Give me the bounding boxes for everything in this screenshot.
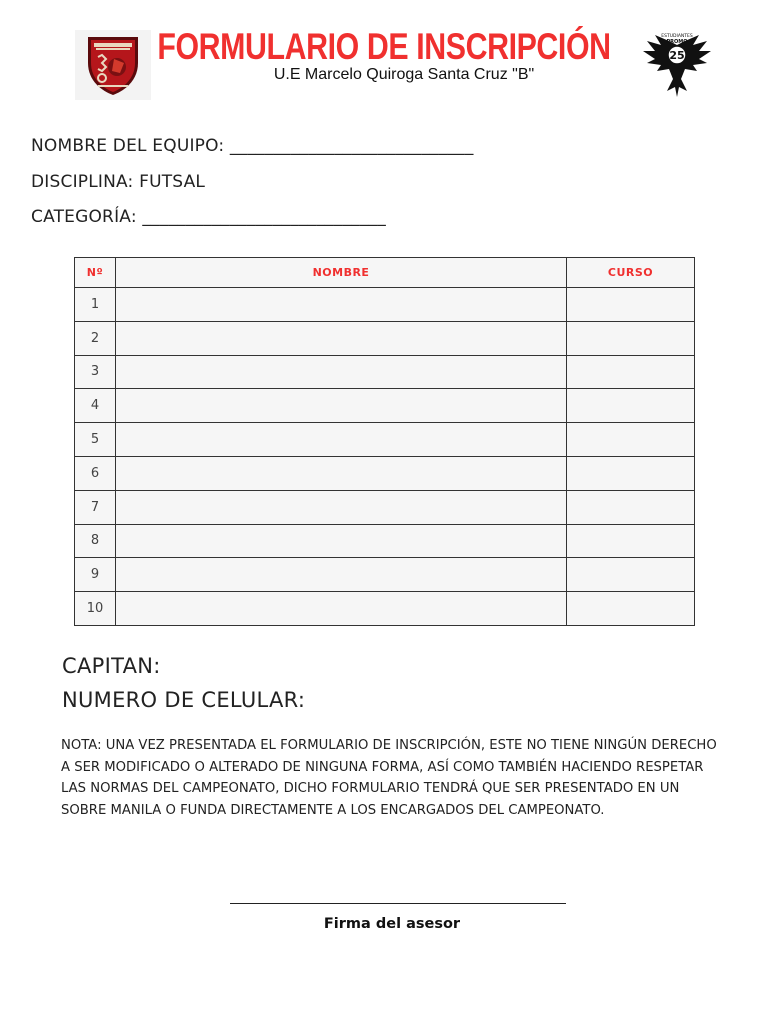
- phone-field: NUMERO DE CELULAR:: [62, 688, 306, 712]
- name-cell[interactable]: [116, 592, 567, 626]
- header-course: CURSO: [567, 258, 695, 288]
- team-name-field: NOMBRE DEL EQUIPO: ____________________________: [31, 136, 474, 156]
- name-cell[interactable]: [116, 423, 567, 457]
- promo-number-text: 25: [669, 49, 685, 62]
- course-cell[interactable]: [567, 288, 695, 322]
- table-row: [75, 288, 695, 322]
- course-cell[interactable]: [567, 456, 695, 490]
- header-number: Nº: [75, 258, 116, 288]
- row-number: 4: [75, 389, 116, 423]
- roster-table: [74, 257, 695, 626]
- table-row: [75, 524, 695, 558]
- row-number: 10: [75, 592, 116, 626]
- course-cell[interactable]: [567, 558, 695, 592]
- note-paragraph: NOTA: UNA VEZ PRESENTADA EL FORMULARIO DE INSCRIPCIÓN, ESTE NO TIENE NINGÚN DERECHO A SER MODIFICADO O ALTERADO DE NINGUNA FORMA, ASÍ COMO TAMBIÉN HACIENDO RESPETAR LAS NORMAS DEL CAMPEONATO, DICHO FORMULARIO TENDRÁ QUE SER PRESENTADO EN UN SOBRE MANILA O FUNDA DIRECTAMENTE A LOS ENCARGADOS DEL CAMPEONATO.: [61, 738, 717, 818]
- course-cell[interactable]: [567, 490, 695, 524]
- course-cell[interactable]: [567, 321, 695, 355]
- row-number: 3: [75, 355, 116, 389]
- row-number: 2: [75, 321, 116, 355]
- table-row: [75, 490, 695, 524]
- row-number: 8: [75, 524, 116, 558]
- header-name: NOMBRE: [116, 258, 567, 288]
- table-header-row: [75, 258, 695, 288]
- table-row: [75, 558, 695, 592]
- row-number: 5: [75, 423, 116, 457]
- row-number: 7: [75, 490, 116, 524]
- form-title: FORMULARIO DE INSCRIPCIÓN: [157, 26, 611, 67]
- signature-label: Firma del asesor: [323, 916, 461, 932]
- table-row: [75, 592, 695, 626]
- table-row: [75, 321, 695, 355]
- school-subtitle: U.E Marcelo Quiroga Santa Cruz "B": [273, 66, 535, 83]
- course-cell[interactable]: [567, 355, 695, 389]
- table-row: [75, 389, 695, 423]
- course-cell[interactable]: [567, 592, 695, 626]
- course-cell[interactable]: [567, 389, 695, 423]
- course-cell[interactable]: [567, 524, 695, 558]
- promo-label-text: PROMO: [666, 39, 688, 45]
- promo-top-text: ESTUDIANTES: [661, 34, 693, 39]
- row-number: 6: [75, 456, 116, 490]
- row-number: 9: [75, 558, 116, 592]
- name-cell[interactable]: [116, 456, 567, 490]
- name-cell[interactable]: [116, 558, 567, 592]
- row-number: 1: [75, 288, 116, 322]
- discipline-field: DISCIPLINA: FUTSAL: [31, 172, 206, 192]
- name-cell[interactable]: [116, 288, 567, 322]
- category-field: CATEGORÍA: ____________________________: [31, 207, 386, 227]
- name-cell[interactable]: [116, 490, 567, 524]
- name-cell[interactable]: [116, 524, 567, 558]
- eagle-promo-emblem-icon: [638, 30, 716, 102]
- table-row: [75, 355, 695, 389]
- captain-field: CAPITAN:: [62, 654, 161, 678]
- signature-line: [230, 903, 566, 904]
- course-cell[interactable]: [567, 423, 695, 457]
- table-row: [75, 423, 695, 457]
- name-cell[interactable]: [116, 321, 567, 355]
- name-cell[interactable]: [116, 389, 567, 423]
- name-cell[interactable]: [116, 355, 567, 389]
- table-row: [75, 456, 695, 490]
